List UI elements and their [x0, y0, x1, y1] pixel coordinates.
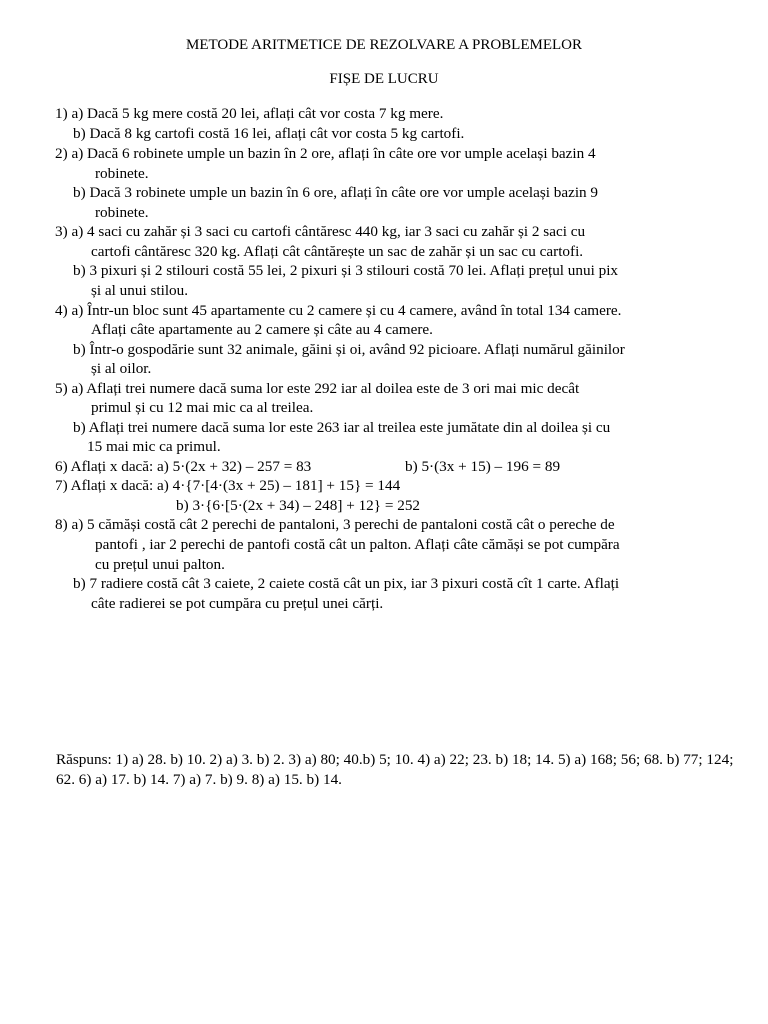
- problem-line: 2) a) Dacă 6 robinete umple un bazin în 2 ore, aflați în câte ore vor umple același bazin 4: [55, 145, 596, 162]
- document-subtitle: FIȘE DE LUCRU: [329, 71, 439, 87]
- problem-line: b) 5·(3x + 15) – 196 = 89: [405, 458, 561, 475]
- problem-line: cu prețul unui palton.: [95, 556, 225, 573]
- problem-line: cartofi cântăresc 320 kg. Aflați cât cântărește un sac de zahăr și un sac cu cartofi.: [91, 243, 584, 260]
- document-title: METODE ARITMETICE DE REZOLVARE A PROBLEMELOR: [186, 37, 582, 53]
- answer-key: Răspuns: 1) a) 28. b) 10. 2) a) 3. b) 2. 3) a) 80; 40.b) 5; 10. 4) a) 22; 23. b) 18; 14. 5) a) 168; 56; 68. b) 77; 124; 62. 6) a) 17. b) 14. 7) a) 7. b) 9. 8) a) 15. b) 14.: [56, 751, 734, 788]
- problem-line: 4) a) Într-un bloc sunt 45 apartamente cu 2 camere și cu 4 camere, având în total 134 camere.: [55, 302, 622, 319]
- problem-line: și al oilor.: [91, 360, 152, 377]
- problem-line: 15 mai mic ca primul.: [87, 438, 221, 455]
- problem-line: b) Dacă 3 robinete umple un bazin în 6 ore, aflați în câte ore vor umple același bazin 9: [73, 184, 599, 201]
- problem-line: b) Aflați trei numere dacă suma lor este 263 iar al treilea este jumătate din al doilea și cu: [73, 419, 611, 436]
- problem-line: 7) Aflați x dacă: a) 4·{7·[4·(3x + 25) – 181] + 15} = 144: [55, 477, 401, 494]
- problem-line: 3) a) 4 saci cu zahăr și 3 saci cu cartofi cântăresc 440 kg, iar 3 saci cu zahăr și 2 saci cu: [55, 223, 586, 240]
- problem-line: 1) a) Dacă 5 kg mere costă 20 lei, aflați cât vor costa 7 kg mere.: [55, 105, 444, 122]
- problem-line: 5) a) Aflați trei numere dacă suma lor este 292 iar al doilea este de 3 ori mai mic decât: [55, 380, 580, 397]
- problem-line: b) Într-o gospodărie sunt 32 animale, găini și oi, având 92 picioare. Aflați numărul găinilor: [73, 341, 625, 358]
- problem-line: b) 3·{6·[5·(2x + 34) – 248] + 12} = 252: [176, 497, 421, 514]
- problem-line: robinete.: [95, 204, 149, 221]
- problem-line: câte radierei se pot cumpăra cu prețul unei cărți.: [91, 595, 384, 612]
- problem-line: 8) a) 5 cămăși costă cât 2 perechi de pantaloni, 3 perechi de pantaloni costă cât o pereche de: [55, 516, 615, 533]
- problem-line: 6) Aflați x dacă: a) 5·(2x + 32) – 257 = 83: [55, 458, 312, 475]
- problem-line: pantofi , iar 2 perechi de pantofi costă cât un palton. Aflați câte cămăși se pot cumpăra: [95, 536, 620, 553]
- problem-line: Aflați câte apartamente au 2 camere și câte au 4 camere.: [91, 321, 433, 338]
- problem-line: și al unui stilou.: [91, 282, 189, 299]
- problem-line: b) 3 pixuri și 2 stilouri costă 55 lei, 2 pixuri și 3 stilouri costă 70 lei. Aflați prețul unui pix: [73, 262, 619, 279]
- problem-line: primul și cu 12 mai mic ca al treilea.: [91, 399, 314, 416]
- problem-line: b) 7 radiere costă cât 3 caiete, 2 caiete costă cât un pix, iar 3 pixuri costă cît 1 carte. Aflați: [73, 575, 620, 592]
- problem-line: robinete.: [95, 165, 149, 182]
- problem-line: b) Dacă 8 kg cartofi costă 16 lei, aflați cât vor costa 5 kg cartofi.: [73, 125, 465, 142]
